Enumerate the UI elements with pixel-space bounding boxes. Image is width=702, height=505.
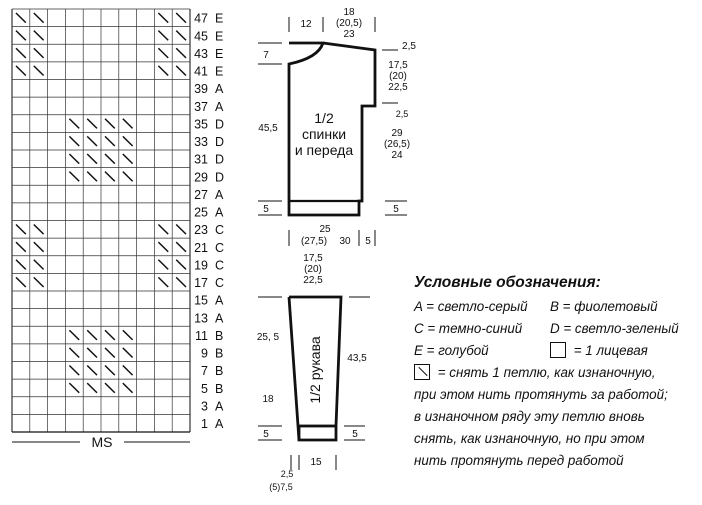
row-color-label: A [215, 205, 224, 220]
slip-stitch-mark [176, 66, 186, 76]
slip-stitch-mark [123, 330, 133, 340]
dim-sleeve-bottom-small-1: 2,5 [280, 469, 294, 479]
row-number-label: 17 [194, 276, 208, 291]
slip-stitch-mark [87, 366, 97, 376]
row-color-label: A [215, 311, 224, 326]
slip-stitch-mark [87, 348, 97, 358]
legend-row-2 [414, 318, 699, 340]
slip-stitch-mark [158, 66, 168, 76]
slip-stitch-mark [69, 383, 79, 393]
dim-shoulder-drop: 2,5 [402, 41, 416, 52]
slip-stitch-mark [69, 366, 79, 376]
slip-stitch-mark [69, 119, 79, 129]
row-number-label: 29 [194, 170, 208, 185]
slip-stitch-mark [123, 172, 133, 182]
row-color-label: D [215, 152, 225, 167]
slip-stitch-mark [34, 31, 44, 41]
row-number-label: 5 [201, 381, 208, 396]
slip-stitch-mark [34, 277, 44, 287]
legend-slip-stitch [414, 362, 699, 472]
ms-label: MS [91, 434, 113, 450]
dim-armhole-3: 22,5 [388, 82, 408, 93]
slip-stitch-mark [123, 136, 133, 146]
legend-knit-label: = 1 лицевая [573, 343, 648, 358]
row-color-label: D [215, 170, 225, 185]
row-number-label: 15 [194, 293, 208, 308]
slip-stitch-mark [87, 330, 97, 340]
row-number-label: 39 [194, 82, 208, 97]
slip-stitch-mark [105, 383, 115, 393]
row-color-label: A [215, 417, 224, 432]
row-color-label: B [215, 364, 224, 379]
slip-stitch-mark [123, 119, 133, 129]
row-number-label: 41 [194, 64, 208, 79]
dim-length: 45,5 [258, 123, 278, 134]
row-number-label: 27 [194, 187, 208, 202]
legend-color-d: D = светло-зеленый [550, 321, 679, 336]
slip-line-4: снять, как изнаночную, но при этом [414, 431, 645, 446]
dim-top-overall-1: 18 [343, 7, 355, 18]
dim-cuff-left: 5 [263, 429, 269, 440]
dim-armhole-step: 2,5 [395, 109, 409, 119]
slip-stitch-mark [16, 48, 26, 58]
row-number-label: 23 [194, 223, 208, 238]
row-color-label: A [215, 399, 224, 414]
row-color-label: E [215, 46, 224, 61]
dim-sleeve-top-3: 22,5 [303, 275, 323, 286]
row-number-label: 13 [194, 311, 208, 326]
slip-stitch-mark [16, 277, 26, 287]
slip-stitch-mark [16, 242, 26, 252]
row-number-label: 43 [194, 46, 208, 61]
row-number-label: 7 [201, 364, 208, 379]
body-label-back: спинки [301, 126, 347, 142]
legend-color-e: E = голубой [414, 343, 489, 358]
row-color-label: C [215, 240, 225, 255]
slip-stitch-mark [176, 277, 186, 287]
slip-stitch-mark [34, 225, 44, 235]
slip-stitch-mark [16, 260, 26, 270]
dim-bottom-2: (27,5) [300, 236, 328, 247]
stitch-chart [12, 9, 224, 432]
knit-square-icon [550, 342, 566, 358]
dim-rib-left: 5 [263, 204, 269, 215]
dim-rib-right: 5 [393, 204, 399, 215]
dim-bottom-rib: 5 [365, 236, 371, 247]
slip-stitch-mark [105, 119, 115, 129]
slip-stitch-mark [69, 348, 79, 358]
dim-sleeve-upper: 25, 5 [256, 332, 280, 343]
slip-line-2: при этом нить протянуть за работой; [414, 387, 668, 402]
slip-stitch-mark [158, 31, 168, 41]
slip-stitch-mark [105, 154, 115, 164]
row-number-label: 9 [201, 346, 208, 361]
slip-stitch-mark [158, 242, 168, 252]
body-label-front: и переда [294, 142, 354, 158]
row-color-label: D [215, 135, 225, 150]
sleeve-label: 1/2 рукава [307, 336, 323, 404]
row-number-label: 1 [201, 417, 208, 432]
row-color-label: E [215, 64, 224, 79]
slip-stitch-mark [34, 13, 44, 23]
legend-knit-stitch [550, 340, 648, 362]
slip-stitch-mark [34, 48, 44, 58]
row-color-label: C [215, 258, 225, 273]
dim-bottom-3: 30 [339, 236, 351, 247]
legend-color-b: B = фиолетовый [550, 299, 658, 314]
dim-neck: 12 [300, 19, 312, 30]
slip-stitch-mark [105, 366, 115, 376]
row-number-label: 47 [194, 11, 208, 26]
slip-stitch-mark [16, 13, 26, 23]
row-color-label: A [215, 82, 224, 97]
slip-stitch-mark [123, 154, 133, 164]
slip-stitch-mark [176, 242, 186, 252]
row-color-label: B [215, 346, 224, 361]
row-color-label: C [215, 223, 225, 238]
slip-stitch-mark [123, 348, 133, 358]
row-number-label: 35 [194, 117, 208, 132]
slip-line-3: в изнаночном ряду эту петлю вновь [414, 409, 645, 424]
row-number-label: 21 [194, 240, 208, 255]
slip-stitch-mark [158, 48, 168, 58]
body-label-half: 1/2 [314, 110, 334, 126]
legend-title: Условные обозначения: [414, 274, 601, 291]
row-number-label: 45 [194, 29, 208, 44]
row-color-label: A [215, 99, 224, 114]
slip-stitch-mark [105, 348, 115, 358]
row-number-label: 11 [195, 328, 208, 343]
dim-side-2: (26,5) [383, 139, 411, 150]
slip-stitch-mark [158, 13, 168, 23]
slip-line-5: нить протянуть перед работой [414, 453, 624, 468]
slip-stitch-mark [176, 13, 186, 23]
dim-armhole-2: (20) [389, 71, 407, 82]
slip-stitch-mark [105, 172, 115, 182]
slip-stitch-mark [123, 383, 133, 393]
slip-stitch-mark [69, 172, 79, 182]
dim-sleeve-top-2: (20) [304, 264, 322, 275]
legend-row-1 [414, 296, 699, 318]
slip-line-1: = снять 1 петлю, как изнаночную, [437, 365, 656, 380]
dim-cuff-right: 5 [352, 429, 358, 440]
dim-sleeve-total: 43,5 [347, 353, 367, 364]
row-number-label: 25 [194, 205, 208, 220]
dim-neck-depth: 7 [263, 50, 269, 61]
slip-stitch-mark [105, 330, 115, 340]
slip-stitch-mark [69, 330, 79, 340]
slip-stitch-mark [87, 119, 97, 129]
dim-sleeve-top-1: 17,5 [303, 253, 323, 264]
slip-stitch-mark [16, 31, 26, 41]
slip-stitch-mark [176, 48, 186, 58]
slip-stitch-mark [87, 383, 97, 393]
row-number-label: 33 [194, 135, 208, 150]
legend-row-3 [414, 340, 699, 362]
slip-stitch-mark [87, 136, 97, 146]
row-number-label: 37 [194, 99, 208, 114]
slip-stitch-mark [105, 136, 115, 146]
legend [414, 272, 699, 472]
dim-side-3: 24 [391, 150, 403, 161]
row-color-label: E [215, 11, 224, 26]
row-number-label: 31 [194, 152, 208, 167]
slip-stitch-mark [34, 66, 44, 76]
row-color-label: D [215, 117, 225, 132]
dim-sleeve-bottom: 15 [310, 457, 322, 468]
row-color-label: A [215, 293, 224, 308]
slip-stitch-mark [34, 260, 44, 270]
slip-stitch-mark [176, 31, 186, 41]
legend-color-c: C = темно-синий [414, 321, 523, 336]
slip-stitch-mark [158, 225, 168, 235]
dim-top-overall-2: (20,5) [335, 18, 363, 29]
slip-stitch-mark [16, 225, 26, 235]
slip-stitch-mark [87, 154, 97, 164]
row-color-label: B [215, 381, 224, 396]
row-color-label: C [215, 276, 225, 291]
row-color-label: E [215, 29, 224, 44]
dim-armhole-1: 17,5 [388, 60, 408, 71]
legend-color-a: A = светло-серый [414, 299, 528, 314]
slip-stitch-mark [87, 172, 97, 182]
row-color-label: A [215, 187, 224, 202]
slip-stitch-mark [176, 225, 186, 235]
row-color-label: B [215, 328, 224, 343]
slip-stitch-mark [123, 366, 133, 376]
slip-stitch-mark [69, 154, 79, 164]
slip-stitch-icon [414, 364, 430, 380]
slip-stitch-mark [16, 66, 26, 76]
row-number-label: 3 [201, 399, 208, 414]
dim-bottom-1: 25 [319, 224, 331, 235]
row-number-label: 19 [194, 258, 208, 273]
dim-top-overall-3: 23 [343, 29, 355, 40]
dim-sleeve-lower: 18 [262, 394, 274, 405]
slip-stitch-mark [158, 260, 168, 270]
slip-stitch-mark [34, 242, 44, 252]
slip-stitch-mark [158, 277, 168, 287]
slip-stitch-mark [176, 260, 186, 270]
dim-sleeve-bottom-small-2: (5)7,5 [269, 482, 293, 492]
dim-side-1: 29 [391, 128, 403, 139]
slip-stitch-mark [69, 136, 79, 146]
